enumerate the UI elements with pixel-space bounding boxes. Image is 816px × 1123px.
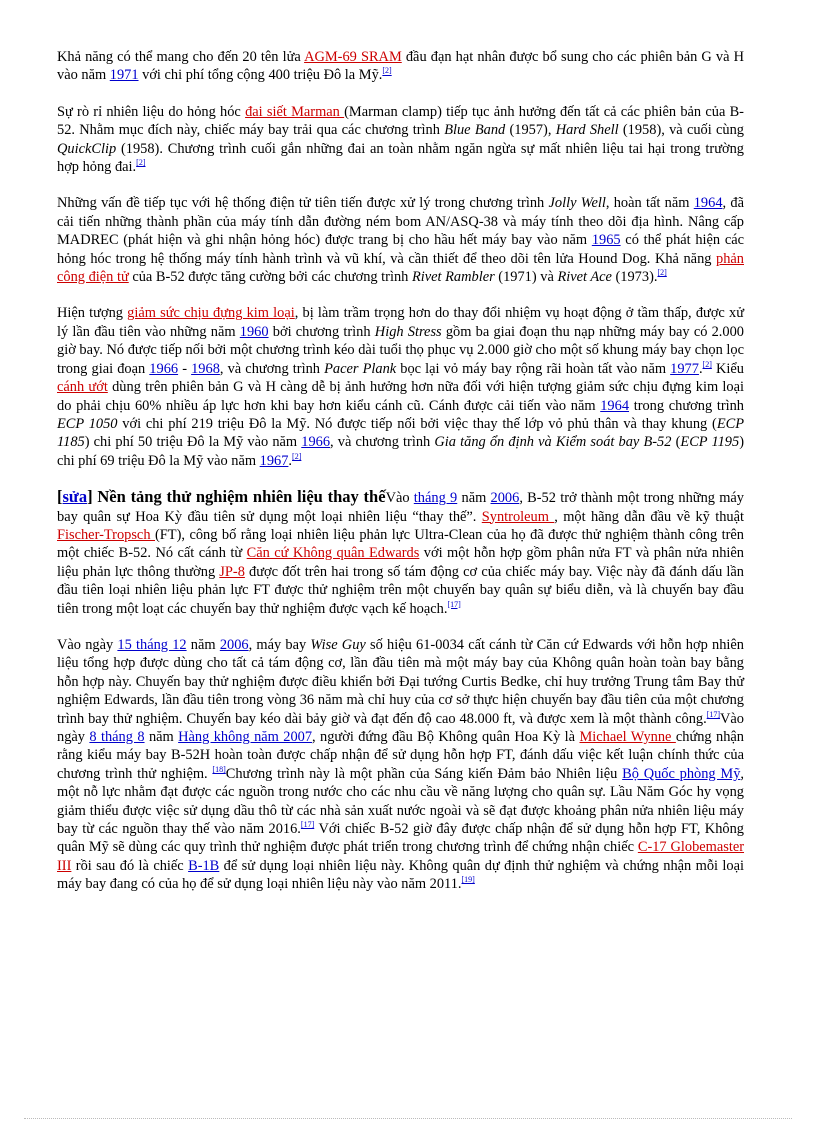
text: dùng trên phiên bản G và H càng dễ bị ảnh hưởng hơn nữa đối với hiện tượng giảm sức chịu đựng kim loại do phải chịu 60% nhiều áp lực hơn khi bay hơn kiểu cánh cũ. Cánh được cải tiến vào năm <box>57 379 745 414</box>
edit-section-link[interactable]: sửa <box>62 487 88 507</box>
text: Vào ngày <box>57 636 118 653</box>
footnote-ref[interactable]: [2] <box>702 359 712 369</box>
text: Khả năng có thể mang cho đến 20 tên lửa <box>57 49 305 65</box>
link-edwards-afb[interactable]: Căn cứ Không quân Edwards <box>246 545 420 562</box>
program-name: High Stress <box>374 323 442 340</box>
text: , hoàn tất năm <box>605 195 694 212</box>
text: năm <box>186 636 220 653</box>
program-name: Gia tăng ổn định và Kiểm soát bay B-52 <box>434 434 672 451</box>
program-name: QuickClip <box>57 140 117 157</box>
text: , bị làm trầm trọng hơn do thay đổi nhiệm vụ hoạt động ở tầm thấp, được xử lý lần đầu tiên vào những năm <box>57 305 744 340</box>
link-1966[interactable]: 1966 <box>301 434 331 451</box>
text: đầu đạn hạt nhân được bổ sung cho các phiên bản G và H vào năm <box>57 49 744 84</box>
program-name: Hard Shell <box>555 122 619 139</box>
link-1965[interactable]: 1965 <box>591 232 621 249</box>
paragraph-wise-guy <box>57 636 744 894</box>
text: Vào ngày <box>57 710 744 745</box>
text: với một hỗn hợp gồm phân nửa FT và phân nửa nhiên liệu phản lực thông thường <box>57 545 744 580</box>
program-name: Blue Band <box>444 122 506 139</box>
text: . <box>698 360 703 377</box>
text: (1958), và cuối cùng <box>618 122 744 139</box>
text: Kiểu <box>711 360 744 377</box>
text: rồi sau đó là chiếc <box>71 857 189 874</box>
program-name: ECP 1195 <box>680 434 740 451</box>
text: ( <box>671 434 681 451</box>
footnote-ref[interactable]: [2] <box>136 158 146 168</box>
link-1966[interactable]: 1966 <box>149 360 179 377</box>
text: , và chương trình <box>219 360 325 377</box>
link-2006[interactable]: 2006 <box>219 636 249 653</box>
link-1964[interactable]: 1964 <box>693 195 723 212</box>
text: để sử dụng loại nhiên liệu này. Không quân dự định thử nghiệm và chứng nhận mỗi loại máy bay đang có của họ để sử dụng loại nhiên liệu này vào năm 2011. <box>57 857 744 893</box>
link-aviation-2007[interactable]: Hàng không năm 2007 <box>178 729 313 745</box>
link-1968[interactable]: 1968 <box>191 360 220 377</box>
link-electronic-countermeasures[interactable]: phản công điện tử <box>57 250 744 286</box>
text: (1957), <box>505 122 556 139</box>
link-wet-wing[interactable]: cánh ướt <box>57 379 108 396</box>
text: (1971) và <box>494 269 558 286</box>
paragraph-marman <box>57 103 744 177</box>
text: Hiện tượng <box>57 305 128 322</box>
text: Vào <box>385 490 414 507</box>
link-michael-wynne[interactable]: Michael Wynne <box>579 729 676 745</box>
text: chứng nhận rằng kiểu máy bay B-52H hoàn toàn được chấp nhận để sử dụng hỗn hợp FT, đánh dấu việc kết luận chính thức của chương trình thử nghiệm. <box>57 729 745 782</box>
link-december-15[interactable]: 15 tháng 12 <box>117 636 187 653</box>
footnote-ref[interactable]: [17] <box>300 820 315 830</box>
text: Những vấn đề tiếp tục với hệ thống điện tử tiên tiến được xử lý trong chương trình <box>57 195 549 212</box>
text: trong chương trình <box>629 397 744 414</box>
text: Với chiếc B-52 giờ đây được chấp nhận để sử dụng hỗn hợp FT, Không quân Mỹ sẽ dùng các quy trình thử nghiệm được phát triển trong chương trình để chứng nhận chiếc <box>57 821 744 856</box>
link-1971[interactable]: 1971 <box>109 67 139 84</box>
text: năm <box>457 490 491 507</box>
footnote-ref[interactable]: [19] <box>461 875 475 885</box>
text: (1958). Chương trình cuối gắn những đai an toàn nhằm ngăn ngừa sự mất nhiên liệu tai hại trong trường hợp hỏng đai. <box>57 140 744 176</box>
footnote-ref[interactable]: [17] <box>706 709 721 719</box>
link-september[interactable]: tháng 9 <box>413 490 458 507</box>
text: , người đứng đầu Bộ Không quân Hoa Kỳ là <box>312 729 580 745</box>
text: , đã cải tiến những thành phần của máy tính dẫn đường ném bom AN/ASQ-38 và máy tính theo dõi địa hình. Nâng cấp MADREC (phát hiện và ghi nhận hỏng hóc) được trang bị cho hầu hết máy bay vào năm <box>57 195 744 249</box>
aircraft-name: Wise Guy <box>310 636 366 653</box>
text: có thể phát hiện các hỏng hóc trong hệ thống máy tính hành trình và vũ khí, và cần thiết để theo dõi tên lửa Hound Dog. Khả năng <box>57 232 744 267</box>
text: , một hãng dẫn đầu về kỹ thuật <box>554 508 744 525</box>
text: bọc lại vỏ máy bay rộng rãi hoàn tất vào năm <box>396 360 671 377</box>
text: với chi phí tổng cộng 400 triệu Đô la Mỹ. <box>138 67 383 84</box>
paragraph-fatigue <box>57 304 744 470</box>
text: được đốt trên hai trong số tám động cơ của chiếc máy bay. Việc này đã đánh dấu lần đầu tiên loại nhiên liệu phản lực FT được thử nghiệm trên một chuyến bay quân sự biểu diễn, và là chuyến bay đầu tiên trong một loạt các chuyến bay thử nghiệm được vạch kế hoạch. <box>57 563 744 617</box>
bracket: [ <box>57 487 63 507</box>
link-metal-fatigue[interactable]: giảm sức chịu đựng kim loại <box>127 305 295 322</box>
link-1964[interactable]: 1964 <box>600 397 630 414</box>
section-title: Nền tảng thử nghiệm nhiên liệu thay thế <box>92 487 386 507</box>
link-syntroleum[interactable]: Syntroleum <box>481 508 555 525</box>
article-body <box>57 48 744 912</box>
program-name: Pacer Plank <box>324 360 397 377</box>
program-name: Jolly Well <box>548 195 606 212</box>
program-name: ECP 1050 <box>57 415 118 432</box>
program-name: Rivet Rambler <box>411 269 495 286</box>
text: . <box>288 452 293 469</box>
text: ) chi phí 69 triệu Đô la Mỹ vào năm <box>57 434 744 469</box>
text: - <box>178 360 192 377</box>
link-b-1b[interactable]: B-1B <box>188 857 220 874</box>
link-c-17[interactable]: C-17 Globemaster III <box>57 839 745 874</box>
page-bottom-rule <box>24 1118 792 1119</box>
footnote-ref[interactable]: [2] <box>292 451 302 461</box>
link-marman-clamp[interactable]: đai siết Marman <box>245 103 345 120</box>
text: số hiệu 61-0034 cất cánh từ Căn cứ Edwards với hỗn hợp nhiên liệu tổng hợp được dùng cho tất cả tám động cơ, lần đầu tiên mà một máy bay của Không quân hoàn toàn bay bằng hỗn hợp này. Chuyến bay thử nghiệm được điều khiển bởi Đại tướng Curtis Bedke, chỉ huy trưởng Trung tâm Bay thử nghiệm Edwards, lần đầu tiên trong vòng 36 năm mà chỉ huy của cơ sở thực hiện chuyến bay đầu tiên của một chương trình bay thử nghiệm. Chuyến bay kéo dài bảy giờ và đạt đến độ cao 48.000 ft, và được xem là một thành công. <box>57 636 744 727</box>
text: bởi chương trình <box>268 323 375 340</box>
link-agm-69-sram[interactable]: AGM-69 SRAM <box>304 49 402 65</box>
paragraph-alt-fuel <box>57 488 744 618</box>
footnote-ref[interactable]: [2] <box>657 268 667 278</box>
text: (FT), công bố rằng loại nhiên liệu phản lực Ultra-Clean của họ đã được thử nghiệm thành công trên một chiếc B-52. Nó cất cánh từ <box>57 526 744 562</box>
link-1967[interactable]: 1967 <box>259 452 289 469</box>
link-1977[interactable]: 1977 <box>670 360 699 377</box>
link-fischer-tropsch[interactable]: Fischer-Tropsch <box>57 526 155 543</box>
text: năm <box>144 729 179 745</box>
text: (1973). <box>611 269 658 286</box>
footnote-ref[interactable]: [18] <box>212 765 226 775</box>
paragraph-sram <box>57 48 744 85</box>
program-name: Rivet Ace <box>557 269 612 286</box>
text: với chi phí 219 triệu Đô la Mỹ. Nó được tiếp nối bởi việc thay thế lớp vỏ phủ thân và thay khung ( <box>117 415 717 432</box>
bracket: ] <box>87 487 93 507</box>
text: , một nỗ lực nhằm đạt được các nguồn trong nước cho các nhu cầu về năng lượng cho quân sự. Lầu Năm Góc hy vọng giảm thiểu được việc sử dụng dầu thô từ các nhà sản xuất nước ngoài và sẽ đạt được khoảng phân nửa nhiên liệu máy bay từ các nguồn thay thế vào năm 2016. <box>57 765 745 838</box>
link-2006[interactable]: 2006 <box>490 490 520 507</box>
text: ) chi phí 50 triệu Đô la Mỹ vào năm <box>84 434 302 451</box>
paragraph-electronics <box>57 194 744 286</box>
link-jp-8[interactable]: JP-8 <box>219 563 245 580</box>
program-name: ECP 1185 <box>57 415 744 451</box>
footnote-ref[interactable]: [2] <box>382 66 392 76</box>
link-1960[interactable]: 1960 <box>239 323 269 340</box>
text: , và chương trình <box>330 434 435 451</box>
text: Chương trình này là một phần của Sáng kiến Đảm bảo Nhiên liệu <box>225 765 623 782</box>
link-dod[interactable]: Bộ Quốc phòng Mỹ <box>622 765 741 782</box>
text: , B-52 trở thành một trong những máy bay quân sự Hoa Kỳ đầu tiên sử dụng một loại nhiên liệu “thay thế”. <box>57 490 744 525</box>
text: , máy bay <box>248 636 311 653</box>
text: gồm ba giai đoạn thu nạp những máy bay có 2.000 giờ bay. Nó được tiếp nối bởi một chương trình kéo dài tuổi thọ phục vụ 2.000 giờ cho một số khung máy bay chọn lọc trong giai đoạn <box>57 323 744 377</box>
link-august-8[interactable]: 8 tháng 8 <box>89 729 145 745</box>
text: của B-52 được tăng cường bởi các chương trình <box>128 269 412 286</box>
section-heading <box>57 487 386 506</box>
text: Sự rò rỉ nhiên liệu do hỏng hóc <box>57 103 246 120</box>
text: (Marman clamp) tiếp tục ảnh hưởng đến tất cả các phiên bản của B-52. Nhằm mục đích này, chiếc máy bay trải qua các chương trình <box>57 103 744 139</box>
footnote-ref[interactable]: [17] <box>447 599 461 609</box>
